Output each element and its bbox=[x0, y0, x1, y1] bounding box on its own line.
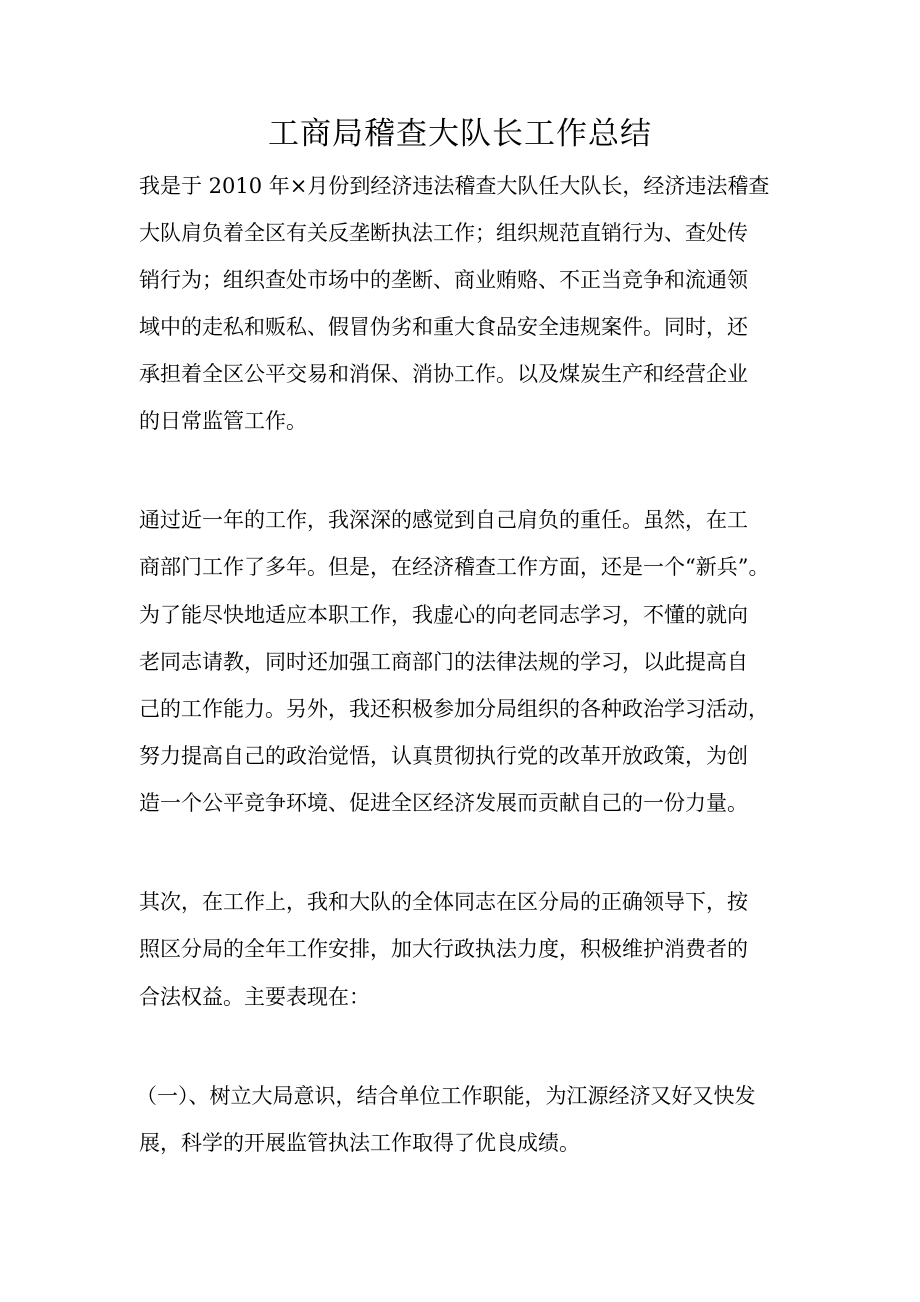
paragraph-line: 通过近一年的工作，我深深的感觉到自己肩负的重任。虽然，在工 bbox=[139, 508, 748, 532]
paragraph-line: （一）、树立大局意识，结合单位工作职能，为江源经济又好又快发 bbox=[136, 1084, 756, 1108]
document-title: 工商局稽查大队长工作总结 bbox=[268, 116, 652, 152]
paragraph-line: 展，科学的开展监管执法工作取得了优良成绩。 bbox=[139, 1131, 580, 1155]
paragraph-line: 为了能尽快地适应本职工作，我虚心的向老同志学习，不懂的就向 bbox=[139, 603, 748, 627]
paragraph-line: 承担着全区公平交易和消保、消协工作。以及煤炭生产和经营企业 bbox=[139, 362, 748, 386]
paragraph-line: 老同志请教，同时还加强工商部门的法律法规的学习，以此提高自 bbox=[139, 650, 748, 674]
paragraph-line: 我是于 2010 年×月份到经济违法稽查大队任大队长，经济违法稽查 bbox=[139, 174, 770, 198]
paragraph-line: 销行为；组织查处市场中的垄断、商业贿赂、不正当竞争和流通领 bbox=[139, 268, 748, 292]
paragraph-line: 造一个公平竞争环境、促进全区经济发展而贡献自己的一份力量。 bbox=[139, 791, 748, 815]
paragraph-line: 合法权益。主要表现在： bbox=[139, 985, 370, 1009]
paragraph-line: 域中的走私和贩私、假冒伪劣和重大食品安全违规案件。同时，还 bbox=[139, 315, 748, 339]
paragraph-line: 商部门工作了多年。但是，在经济稽查工作方面，还是一个“新兵”。 bbox=[139, 555, 770, 579]
paragraph-line: 照区分局的全年工作安排，加大行政执法力度，积极维护消费者的 bbox=[139, 937, 748, 961]
paragraph-line: 己的工作能力。另外，我还积极参加分局组织的各种政治学习活动， bbox=[139, 697, 769, 721]
paragraph-line: 的日常监管工作。 bbox=[139, 409, 307, 433]
paragraph-line: 大队肩负着全区有关反垄断执法工作；组织规范直销行为、查处传 bbox=[139, 221, 748, 245]
paragraph-line: 其次，在工作上，我和大队的全体同志在区分局的正确领导下，按 bbox=[139, 890, 748, 914]
paragraph-line: 努力提高自己的政治觉悟，认真贯彻执行党的改革开放政策，为创 bbox=[139, 744, 748, 768]
